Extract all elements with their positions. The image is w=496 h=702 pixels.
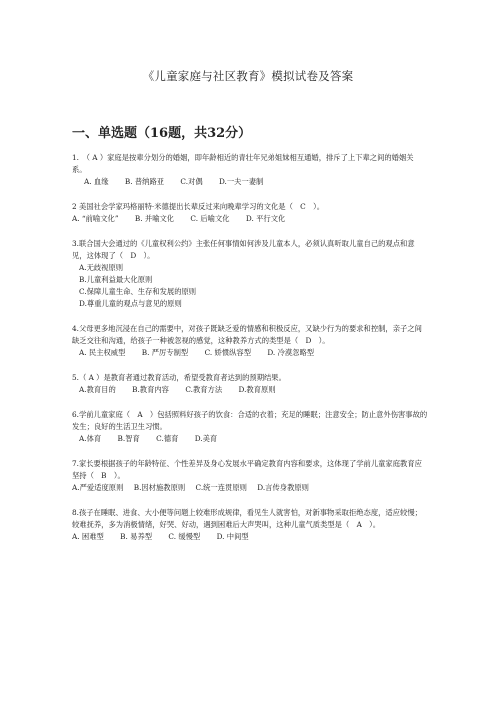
option-d: D. 冷漠忽略型 [267,348,315,357]
option-c: C.对偶 [180,177,203,186]
question-3 [72,238,428,310]
option-row [72,384,428,396]
question-stem: 3.联合国大会通过的《儿童权利公约》主张任何事情如何涉及儿童本人，必须认真听取儿童自己的观点和意见，这体现了（ D ）。 [72,239,415,260]
option-d: D. 平行文化 [245,214,286,223]
option-c: C.保障儿童生命、生存和发展的原则 [79,287,197,296]
option-a: A. 血缘 [84,177,109,186]
option-d: D. 中间型 [216,532,249,541]
question-stem: 5.（ A ）是教育者通过教育活动，希望受教育者达到的预期结果。 [72,373,286,382]
question-1 [72,152,428,188]
question-7 [72,458,428,494]
option-b: B. 易养型 [120,532,153,541]
question-2 [72,201,428,225]
option-row [72,433,428,445]
option-row [72,213,428,225]
option-a: A.无歧视原则 [79,263,124,272]
option-b: B.因材施教原则 [133,483,186,492]
option-b: B.教育内容 [132,385,169,394]
option-d: D.一夫一妻制 [218,177,264,186]
option-c: C.教育方法 [185,385,223,394]
question-stem: 2 美国社会学家玛格丽特·米德提出长辈反过来向晚辈学习的文化是（ C ）。 [72,202,325,211]
option-d: D.教育原则 [238,385,276,394]
option-a: A. 困难型 [72,532,104,541]
option-d: D.尊重儿童的观点与意见的原则 [79,299,182,308]
option-row [72,347,428,359]
option-c: C. 缓慢型 [168,532,201,541]
option-a: A. 民主权威型 [79,348,126,357]
option-c: C. 后喻文化 [190,214,230,223]
option-b: B. 严厉专制型 [141,348,189,357]
question-stem: 1. （ A ）家庭是按辈分划分的婚姻，即年龄相近的青壮年兄弟姐妹相互通婚，排斥了上下辈之间的婚姻关系。 [72,153,414,174]
question-8 [72,507,428,543]
option-c: C.统一连贯原则 [195,483,247,492]
question-stem: 7.家长要根据孩子的年龄特征、个性差异及身心发展水平确定教育内容和要求，这体现了学前儿童家庭教育应坚持（ B ）。 [72,459,422,480]
option-d: D.美育 [194,434,218,443]
option-a: A.体育 [79,434,102,443]
option-c: C. 娇惯纵容型 [204,348,252,357]
option-b: B.儿童利益最大化原则 [79,275,153,284]
question-stem: 4.父母更多地沉浸在自己的需要中，对孩子既缺乏爱的情感和积极反应，又缺少行为的要求和控制，亲子之间缺乏交往和沟通，给孩子一种被忽视的感觉，这种教养方式的类型是（ D ）。 [72,324,422,345]
question-stem: 8.孩子在睡眠、进食、大小便等问题上较难形成规律，看见生人就害怕，对新事物采取拒绝态度，适应较慢；较难抚养，多为消极情绪，好哭、好动，遇到困难后大声哭叫，这种儿童气质类型是（ A ）。 [72,508,422,529]
option-a: A. “前喻文化” [72,214,119,223]
question-5 [72,372,428,396]
option-d: D.言传身教原则 [257,483,309,492]
question-4 [72,323,428,359]
question-6 [72,409,428,445]
question-list [72,152,428,556]
option-row [72,531,428,543]
document-title: 《儿童家庭与社区教育》模拟试卷及答案 [142,69,354,83]
option-row [72,176,428,188]
question-stem: 6.学前儿童家庭（ A ）包括照料好孩子的饮食：合适的衣着；充足的睡眠；注意安全；防止意外伤害事故的发生；良好的生活卫生习惯。 [72,410,428,431]
option-b: B.智育 [117,434,140,443]
option-b: B. 普纳路亚 [124,177,165,186]
option-a: A.严爱适度原则 [72,483,124,492]
section-heading: 一、单选题（16题，共32分） [72,126,252,141]
option-a: A.教育目的 [79,385,116,394]
option-c: C.德育 [156,434,179,443]
option-b: B. 并喻文化 [134,214,175,223]
option-row [72,482,428,494]
